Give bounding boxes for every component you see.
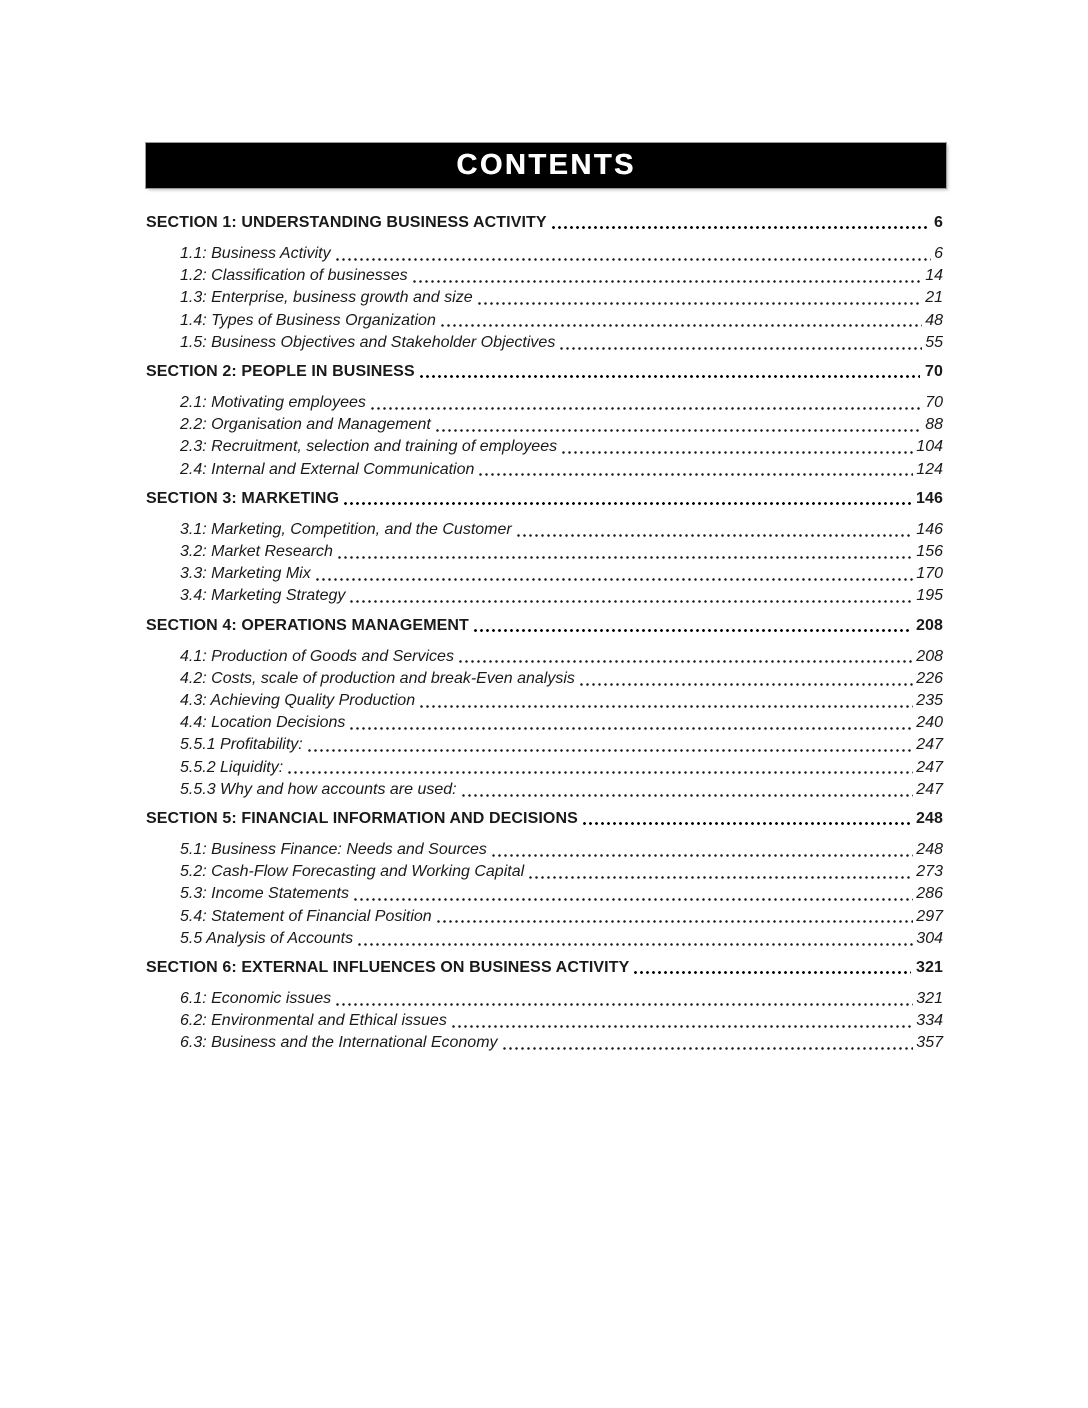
toc-entry-page-number: 208	[916, 647, 943, 665]
dot-leader	[308, 749, 914, 752]
dot-leader	[350, 727, 913, 730]
toc-section-heading-row	[146, 213, 943, 233]
dot-leader	[462, 794, 914, 797]
toc-entry-page-number: 70	[925, 394, 943, 412]
dot-leader	[517, 534, 914, 537]
toc-entry-title: 2.2: Organisation and Management	[180, 416, 431, 434]
toc-section-entries	[146, 988, 943, 1055]
dot-leader	[344, 502, 911, 505]
dot-leader	[336, 258, 932, 261]
toc-entry-title: 1.4: Types of Business Organization	[180, 311, 436, 329]
toc-entry-page-number: 297	[916, 907, 943, 925]
toc-entry-row	[146, 712, 943, 734]
toc-section-page-number: 248	[916, 810, 943, 828]
toc-entry-title: 3.2: Market Research	[180, 543, 333, 561]
toc-entry-page-number: 304	[916, 929, 943, 947]
toc-section-page-number: 208	[916, 616, 943, 634]
toc-section-heading-row	[146, 489, 943, 509]
dot-leader	[316, 578, 914, 581]
toc-section-entries	[146, 839, 943, 950]
dot-leader	[437, 920, 914, 923]
toc-entry-row	[146, 734, 943, 756]
dot-leader	[420, 705, 913, 708]
toc-entry-title: 5.5.2 Liquidity:	[180, 758, 284, 776]
toc-entry-row	[146, 988, 943, 1010]
toc-section	[146, 213, 943, 354]
toc-entry-page-number: 226	[916, 669, 943, 687]
dot-leader	[562, 451, 913, 454]
dot-leader	[479, 473, 913, 476]
toc-section-heading-row	[146, 958, 943, 978]
toc-entry-row	[146, 883, 943, 905]
toc-entry-page-number: 357	[916, 1034, 943, 1052]
toc-section-entries	[146, 519, 943, 608]
toc-entry-row	[146, 779, 943, 801]
toc-entry-title: 5.5.3 Why and how accounts are used:	[180, 780, 457, 798]
toc-entry-row	[146, 928, 943, 950]
toc-entry-title: 2.4: Internal and External Communication	[180, 460, 475, 478]
toc-entry-row	[146, 668, 943, 690]
toc-entry-page-number: 240	[916, 714, 943, 732]
toc-entry-row	[146, 310, 943, 332]
toc-entry-page-number: 286	[916, 885, 943, 903]
toc-entry-title: 6.1: Economic issues	[180, 990, 332, 1008]
table-of-contents	[146, 188, 943, 1055]
toc-entry-title: 1.2: Classification of businesses	[180, 267, 408, 285]
toc-entry-page-number: 170	[916, 565, 943, 583]
dot-leader	[413, 280, 923, 283]
dot-leader	[560, 347, 922, 350]
toc-entry-title: 3.1: Marketing, Competition, and the Customer	[180, 520, 512, 538]
dot-leader	[371, 407, 922, 410]
dot-leader	[583, 822, 911, 825]
dot-leader	[441, 324, 922, 327]
toc-section-heading-row	[146, 809, 943, 829]
toc-entry-page-number: 247	[916, 758, 943, 776]
toc-entry-row	[146, 414, 943, 436]
toc-entry-row	[146, 646, 943, 668]
toc-entry-page-number: 247	[916, 780, 943, 798]
toc-entry-title: 1.1: Business Activity	[180, 245, 331, 262]
toc-section	[146, 958, 943, 1055]
toc-entry-title: 2.3: Recruitment, selection and training of employees	[180, 438, 558, 456]
dot-leader	[634, 971, 911, 974]
dot-leader	[580, 683, 913, 686]
toc-entry-row	[146, 287, 943, 309]
dot-leader	[350, 600, 913, 603]
toc-section-title: SECTION 6: EXTERNAL INFLUENCES ON BUSINESS ACTIVITY	[146, 959, 630, 977]
toc-section-entries	[146, 646, 943, 801]
toc-entry-row	[146, 563, 943, 585]
toc-section-entries	[146, 392, 943, 481]
toc-entry-title: 5.3: Income Statements	[180, 885, 349, 903]
toc-entry-title: 4.1: Production of Goods and Services	[180, 647, 454, 665]
toc-entry-title: 5.5.1 Profitability:	[180, 736, 303, 754]
toc-entry-page-number: 235	[916, 692, 943, 710]
toc-entry-page-number: 104	[916, 438, 943, 456]
toc-entry-page-number: 247	[916, 736, 943, 754]
toc-entry-row	[146, 459, 943, 481]
toc-entry-row	[146, 243, 943, 265]
page-title: CONTENTS	[456, 149, 636, 181]
dot-leader	[492, 854, 913, 857]
toc-entry-title: 1.3: Enterprise, business growth and size	[180, 289, 473, 307]
dot-leader	[420, 375, 920, 378]
toc-entry-title: 6.3: Business and the International Economy	[180, 1034, 498, 1052]
toc-entry-row	[146, 906, 943, 928]
dot-leader	[288, 771, 913, 774]
toc-entry-page-number: 248	[916, 841, 943, 859]
dot-leader	[529, 876, 913, 879]
toc-entry-title: 5.5 Analysis of Accounts	[180, 929, 354, 947]
dot-leader	[354, 898, 913, 901]
dot-leader	[478, 302, 923, 305]
toc-entry-title: 5.2: Cash-Flow Forecasting and Working Capital	[180, 863, 525, 881]
toc-section-title: SECTION 5: FINANCIAL INFORMATION AND DECISIONS	[146, 810, 578, 828]
toc-section-page-number: 146	[916, 489, 943, 507]
toc-entry-page-number: 195	[916, 587, 943, 605]
contents-title-bar	[146, 143, 946, 188]
dot-leader	[358, 943, 913, 946]
dot-leader	[338, 556, 913, 559]
toc-entry-title: 3.3: Marketing Mix	[180, 565, 311, 583]
toc-entry-row	[146, 392, 943, 414]
toc-entry-page-number: 6	[934, 245, 943, 262]
toc-section-entries	[146, 243, 943, 354]
toc-section	[146, 489, 943, 608]
toc-entry-row	[146, 519, 943, 541]
toc-entry-title: 1.5: Business Objectives and Stakeholder Objectives	[180, 333, 556, 351]
toc-entry-title: 4.3: Achieving Quality Production	[180, 692, 416, 710]
toc-entry-row	[146, 436, 943, 458]
toc-section	[146, 616, 943, 801]
toc-entry-title: 5.1: Business Finance: Needs and Sources	[180, 841, 487, 859]
toc-section-heading-row	[146, 362, 943, 382]
toc-entry-row	[146, 1010, 943, 1032]
toc-entry-row	[146, 1032, 943, 1054]
toc-entry-page-number: 14	[925, 267, 943, 285]
toc-section-page-number: 6	[934, 214, 943, 231]
toc-entry-row	[146, 265, 943, 287]
toc-section	[146, 809, 943, 950]
toc-section-heading-row	[146, 616, 943, 636]
dot-leader	[503, 1047, 914, 1050]
toc-section-page-number: 321	[916, 959, 943, 977]
dot-leader	[336, 1003, 913, 1006]
toc-entry-page-number: 124	[916, 460, 943, 478]
toc-entry-title: 2.1: Motivating employees	[180, 394, 366, 412]
toc-entry-row	[146, 541, 943, 563]
toc-entry-row	[146, 861, 943, 883]
toc-entry-row	[146, 839, 943, 861]
dot-leader	[436, 429, 922, 432]
toc-section-title: SECTION 4: OPERATIONS MANAGEMENT	[146, 616, 469, 634]
toc-entry-row	[146, 332, 943, 354]
toc-section-title: SECTION 1: UNDERSTANDING BUSINESS ACTIVITY	[146, 214, 547, 231]
dot-leader	[459, 660, 913, 663]
toc-entry-page-number: 21	[925, 289, 943, 307]
toc-entry-page-number: 273	[916, 863, 943, 881]
toc-section	[146, 362, 943, 481]
toc-entry-title: 4.2: Costs, scale of production and break-Even analysis	[180, 669, 575, 687]
toc-entry-page-number: 334	[916, 1012, 943, 1030]
dot-leader	[452, 1025, 913, 1028]
toc-entry-row	[146, 757, 943, 779]
toc-entry-row	[146, 690, 943, 712]
toc-entry-page-number: 55	[925, 333, 943, 351]
toc-section-title: SECTION 3: MARKETING	[146, 489, 340, 507]
toc-entry-title: 4.4: Location Decisions	[180, 714, 346, 732]
toc-section-page-number: 70	[925, 363, 943, 381]
dot-leader	[552, 226, 929, 229]
toc-entry-page-number: 146	[916, 520, 943, 538]
toc-entry-title: 5.4: Statement of Financial Position	[180, 907, 432, 925]
toc-entry-page-number: 321	[916, 990, 943, 1008]
toc-section-title: SECTION 2: PEOPLE IN BUSINESS	[146, 363, 415, 381]
toc-entry-row	[146, 585, 943, 607]
toc-entry-title: 3.4: Marketing Strategy	[180, 587, 346, 605]
toc-entry-page-number: 156	[916, 543, 943, 561]
dot-leader	[474, 629, 911, 632]
toc-entry-page-number: 48	[925, 311, 943, 329]
toc-entry-page-number: 88	[925, 416, 943, 434]
toc-entry-title: 6.2: Environmental and Ethical issues	[180, 1012, 447, 1030]
